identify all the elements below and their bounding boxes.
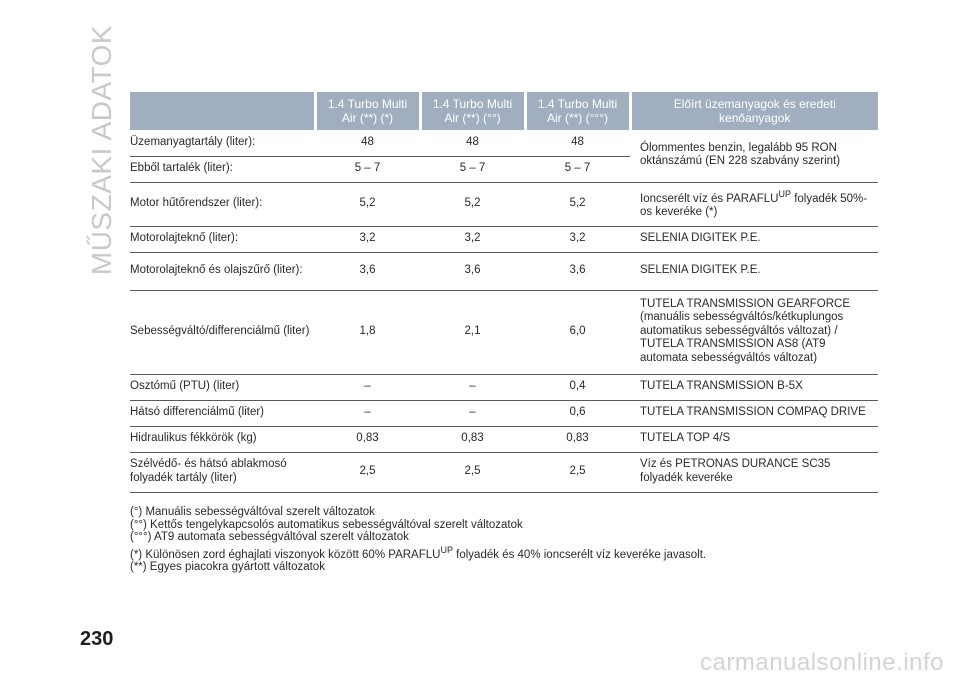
footnote: (**) Egyes piacokra gyártott változatok — [130, 560, 325, 573]
fluid-text: folyadék 50%-os keveréke (*) — [640, 192, 868, 218]
watermark: carmanualsonline.info — [700, 649, 944, 676]
table-row — [130, 452, 878, 492]
table-row — [130, 374, 878, 400]
footnote-text: folyadék és 40% ioncserélt víz keveréke javasolt. — [452, 548, 707, 561]
row-value: 2,5 — [525, 452, 630, 492]
row-label: Motorolajteknő (liter): — [130, 226, 315, 252]
row-value: 6,0 — [525, 290, 630, 374]
row-value: 5 – 7 — [420, 156, 525, 182]
row-value: 0,83 — [420, 426, 525, 452]
header-fluids: Előírt üzemanyagok és eredeti kenőanyagok — [630, 92, 878, 130]
footnote: (°°°) AT9 automata sebességváltóval szerelt változatok — [130, 531, 409, 543]
row-fluid: Víz és PETRONAS DURANCE SC35 folyadék keveréke — [630, 452, 878, 492]
table-row — [130, 400, 878, 426]
row-value: 2,5 — [315, 452, 420, 492]
table-row — [130, 426, 878, 452]
row-value: – — [315, 400, 420, 426]
row-fluid: TUTELA TRANSMISSION COMPAQ DRIVE — [630, 400, 878, 426]
footnote-text: (*) Különösen zord éghajlati viszonyok között 60% PARAFLU — [130, 548, 441, 561]
row-label: Hátsó differenciálmű (liter) — [130, 400, 315, 426]
row-fluid: SELENIA DIGITEK P.E. — [630, 252, 878, 290]
row-value: – — [315, 374, 420, 400]
row-value: 3,2 — [420, 226, 525, 252]
row-value: 0,6 — [525, 400, 630, 426]
row-value: 3,6 — [420, 252, 525, 290]
row-fluid: TUTELA TRANSMISSION B-5X — [630, 374, 878, 400]
row-label: Ebből tartalék (liter): — [130, 156, 315, 182]
row-value: 0,83 — [315, 426, 420, 452]
row-value: 2,1 — [420, 290, 525, 374]
row-value: 48 — [315, 130, 420, 156]
row-value: 3,2 — [525, 226, 630, 252]
table-row — [130, 182, 878, 226]
page-number: 230 — [80, 628, 114, 650]
row-fluid: Ólommentes benzin, legalább 95 RON oktánszámú (EN 228 szabvány szerint) — [630, 130, 878, 182]
row-value: 5 – 7 — [315, 156, 420, 182]
table-row — [130, 130, 878, 156]
row-value: 48 — [525, 130, 630, 156]
table-header-row — [130, 92, 878, 130]
row-value: 0,4 — [525, 374, 630, 400]
fluid-text: Ioncserélt víz és PARAFLU — [640, 192, 779, 205]
header-engine-3: 1.4 Turbo Multi Air (**) (°°°) — [525, 92, 630, 130]
row-value: – — [420, 400, 525, 426]
row-label: Üzemanyagtartály (liter): — [130, 130, 315, 156]
row-label: Hidraulikus fékkörök (kg) — [130, 426, 315, 452]
row-fluid: TUTELA TRANSMISSION GEARFORCE (manuális sebességváltós/kétkuplungos automatikus sebességváltós változat) / TUTELA TRANSMISSION AS8 (AT9 automata sebességváltós változat) — [630, 290, 878, 374]
row-value: 5,2 — [315, 182, 420, 226]
footnote-superscript: UP — [440, 544, 453, 555]
row-value: 0,83 — [525, 426, 630, 452]
row-value: 5,2 — [420, 182, 525, 226]
header-engine-2: 1.4 Turbo Multi Air (**) (°°) — [420, 92, 525, 130]
row-fluid: SELENIA DIGITEK P.E. — [630, 226, 878, 252]
row-label: Osztómű (PTU) (liter) — [130, 374, 315, 400]
row-value: 3,2 — [315, 226, 420, 252]
row-label: Motor hűtőrendszer (liter): — [130, 182, 315, 226]
table-row — [130, 252, 878, 290]
row-value: 3,6 — [525, 252, 630, 290]
row-label: Szélvédő- és hátsó ablakmosó folyadék tartály (liter) — [130, 452, 315, 492]
row-value: 2,5 — [420, 452, 525, 492]
table-row — [130, 226, 878, 252]
row-value: 48 — [420, 130, 525, 156]
row-fluid — [630, 182, 878, 226]
row-value: 5,2 — [525, 182, 630, 226]
header-empty — [130, 92, 315, 130]
section-title — [80, 24, 124, 276]
row-fluid: TUTELA TOP 4/S — [630, 426, 878, 452]
capacities-table — [130, 92, 878, 493]
row-value: 5 – 7 — [525, 156, 630, 182]
table-row — [130, 290, 878, 374]
footnote: (°°) Kettős tengelykapcsolós automatikus sebességváltóval szerelt változatok — [130, 518, 523, 531]
section-title-text: MŰSZAKI ADATOK — [86, 24, 117, 276]
footnote: (°) Manuális sebességváltóval szerelt változatok — [130, 506, 375, 518]
row-label: Sebességváltó/differenciálmű (liter) — [130, 290, 315, 374]
row-value: 1,8 — [315, 290, 420, 374]
footnote — [130, 544, 890, 561]
header-engine-1: 1.4 Turbo Multi Air (**) (*) — [315, 92, 420, 130]
row-label: Motorolajteknő és olajszűrő (liter): — [130, 252, 315, 290]
row-value: – — [420, 374, 525, 400]
footnotes — [130, 506, 890, 573]
fluid-superscript: UP — [778, 188, 791, 199]
row-value: 3,6 — [315, 252, 420, 290]
